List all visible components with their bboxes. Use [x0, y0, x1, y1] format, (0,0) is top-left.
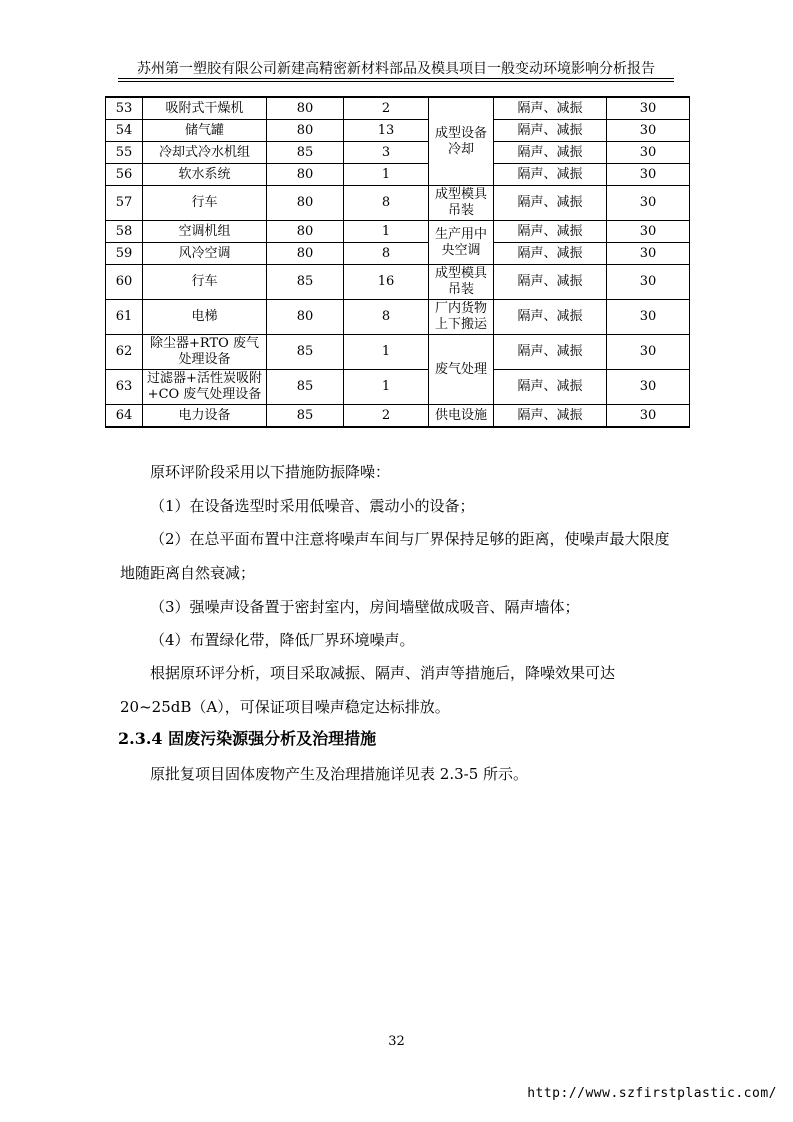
row-number: 57: [106, 186, 143, 221]
quantity: 2: [344, 405, 429, 428]
control-measure: 隔声、减振: [494, 186, 607, 221]
noise-level: 85: [267, 142, 344, 164]
noise-reduction: 30: [607, 186, 690, 221]
quantity: 8: [344, 300, 429, 335]
document-header: 苏州第一塑胶有限公司新建高精密新材料部品及模具项目一般变动环境影响分析报告: [137, 61, 655, 77]
noise-reduction: 30: [607, 164, 690, 186]
quantity: 1: [344, 335, 429, 370]
equipment-name: 电力设备: [143, 405, 267, 428]
page-number: 32: [388, 1034, 405, 1049]
control-measure: 隔声、减振: [494, 97, 607, 120]
equipment-name: 行车: [143, 186, 267, 221]
purpose-cell: 厂内货物上下搬运: [429, 300, 494, 335]
table-row: [106, 97, 690, 120]
purpose-cell: 生产用中央空调: [429, 221, 494, 265]
noise-level: 80: [267, 300, 344, 335]
purpose-cell: 供电设施: [429, 405, 494, 428]
noise-level: 80: [267, 243, 344, 265]
quantity: 13: [344, 120, 429, 142]
footer-url[interactable]: http://www.szfirstplastic.com/: [527, 1086, 777, 1101]
section-heading: 2.3.4 固废污染源强分析及治理措施: [118, 729, 377, 748]
control-measure: 隔声、减振: [494, 335, 607, 370]
control-measure: 隔声、减振: [494, 405, 607, 428]
equipment-name: 空调机组: [143, 221, 267, 243]
noise-level: 80: [267, 164, 344, 186]
quantity: 3: [344, 142, 429, 164]
measure-item-1: （1）在设备选型时采用低噪音、震动小的设备；: [150, 497, 475, 515]
control-measure: 隔声、减振: [494, 300, 607, 335]
noise-source-table: [105, 96, 690, 428]
control-measure: 隔声、减振: [494, 370, 607, 405]
conclusion-paragraph: 根据原环评分析，项目采取减振、隔声、消声等措施后，降噪效果可达20~25dB（A），可保证项目噪声稳定达标排放。: [120, 664, 616, 716]
purpose-cell: 成型模具吊装: [429, 265, 494, 300]
row-number: 53: [106, 97, 143, 120]
equipment-name: 储气罐: [143, 120, 267, 142]
equipment-name: 电梯: [143, 300, 267, 335]
equipment-name: 软水系统: [143, 164, 267, 186]
table-row: [106, 142, 690, 164]
noise-reduction: 30: [607, 243, 690, 265]
control-measure: 隔声、减振: [494, 164, 607, 186]
row-number: 64: [106, 405, 143, 428]
row-number: 54: [106, 120, 143, 142]
noise-reduction: 30: [607, 97, 690, 120]
control-measure: 隔声、减振: [494, 265, 607, 300]
equipment-name: 过滤器+活性炭吸附+CO 废气处理设备: [143, 370, 267, 405]
quantity: 1: [344, 221, 429, 243]
quantity: 1: [344, 164, 429, 186]
noise-reduction: 30: [607, 335, 690, 370]
noise-level: 85: [267, 370, 344, 405]
row-number: 59: [106, 243, 143, 265]
table-row: [106, 120, 690, 142]
table-row: [106, 405, 690, 428]
quantity: 8: [344, 186, 429, 221]
measure-item-4: （4）布置绿化带，降低厂界环境噪声。: [150, 631, 415, 649]
equipment-name: 风冷空调: [143, 243, 267, 265]
noise-level: 80: [267, 186, 344, 221]
control-measure: 隔声、减振: [494, 221, 607, 243]
header-rule: [118, 78, 674, 79]
noise-level: 80: [267, 120, 344, 142]
table-row: [106, 243, 690, 265]
noise-level: 80: [267, 221, 344, 243]
table-row: [106, 265, 690, 300]
noise-reduction: 30: [607, 405, 690, 428]
noise-reduction: 30: [607, 370, 690, 405]
measure-item-3: （3）强噪声设备置于密封室内，房间墙壁做成吸音、隔声墙体；: [150, 598, 580, 616]
noise-reduction: 30: [607, 120, 690, 142]
equipment-name: 冷却式冷水机组: [143, 142, 267, 164]
purpose-cell: 废气处理: [429, 335, 494, 405]
section-paragraph: 原批复项目固体废物产生及治理措施详见表 2.3-5 所示。: [150, 765, 529, 783]
equipment-name: 行车: [143, 265, 267, 300]
table-row: [106, 300, 690, 335]
control-measure: 隔声、减振: [494, 243, 607, 265]
noise-level: 85: [267, 405, 344, 428]
row-number: 62: [106, 335, 143, 370]
row-number: 60: [106, 265, 143, 300]
row-number: 56: [106, 164, 143, 186]
control-measure: 隔声、减振: [494, 142, 607, 164]
noise-reduction: 30: [607, 142, 690, 164]
row-number: 55: [106, 142, 143, 164]
row-number: 63: [106, 370, 143, 405]
noise-reduction: 30: [607, 221, 690, 243]
table-row: [106, 186, 690, 221]
equipment-name: 除尘器+RTO 废气处理设备: [143, 335, 267, 370]
purpose-cell: 成型模具吊装: [429, 186, 494, 221]
purpose-cell: 成型设备冷却: [429, 97, 494, 186]
row-number: 58: [106, 221, 143, 243]
quantity: 8: [344, 243, 429, 265]
quantity: 16: [344, 265, 429, 300]
measure-item-2: （2）在总平面布置中注意将噪声车间与厂界保持足够的距离，使噪声最大限度地随距离自然衰减；: [120, 530, 670, 582]
noise-level: 85: [267, 265, 344, 300]
table-row: [106, 221, 690, 243]
noise-reduction: 30: [607, 300, 690, 335]
control-measure: 隔声、减振: [494, 120, 607, 142]
noise-level: 85: [267, 335, 344, 370]
row-number: 61: [106, 300, 143, 335]
header-rule-thin: [118, 81, 674, 82]
noise-reduction: 30: [607, 265, 690, 300]
table-row: [106, 164, 690, 186]
equipment-name: 吸附式干燥机: [143, 97, 267, 120]
table-row: [106, 335, 690, 370]
quantity: 2: [344, 97, 429, 120]
noise-level: 80: [267, 97, 344, 120]
quantity: 1: [344, 370, 429, 405]
intro-paragraph: 原环评阶段采用以下措施防振降噪：: [150, 463, 391, 481]
table-row: [106, 370, 690, 405]
